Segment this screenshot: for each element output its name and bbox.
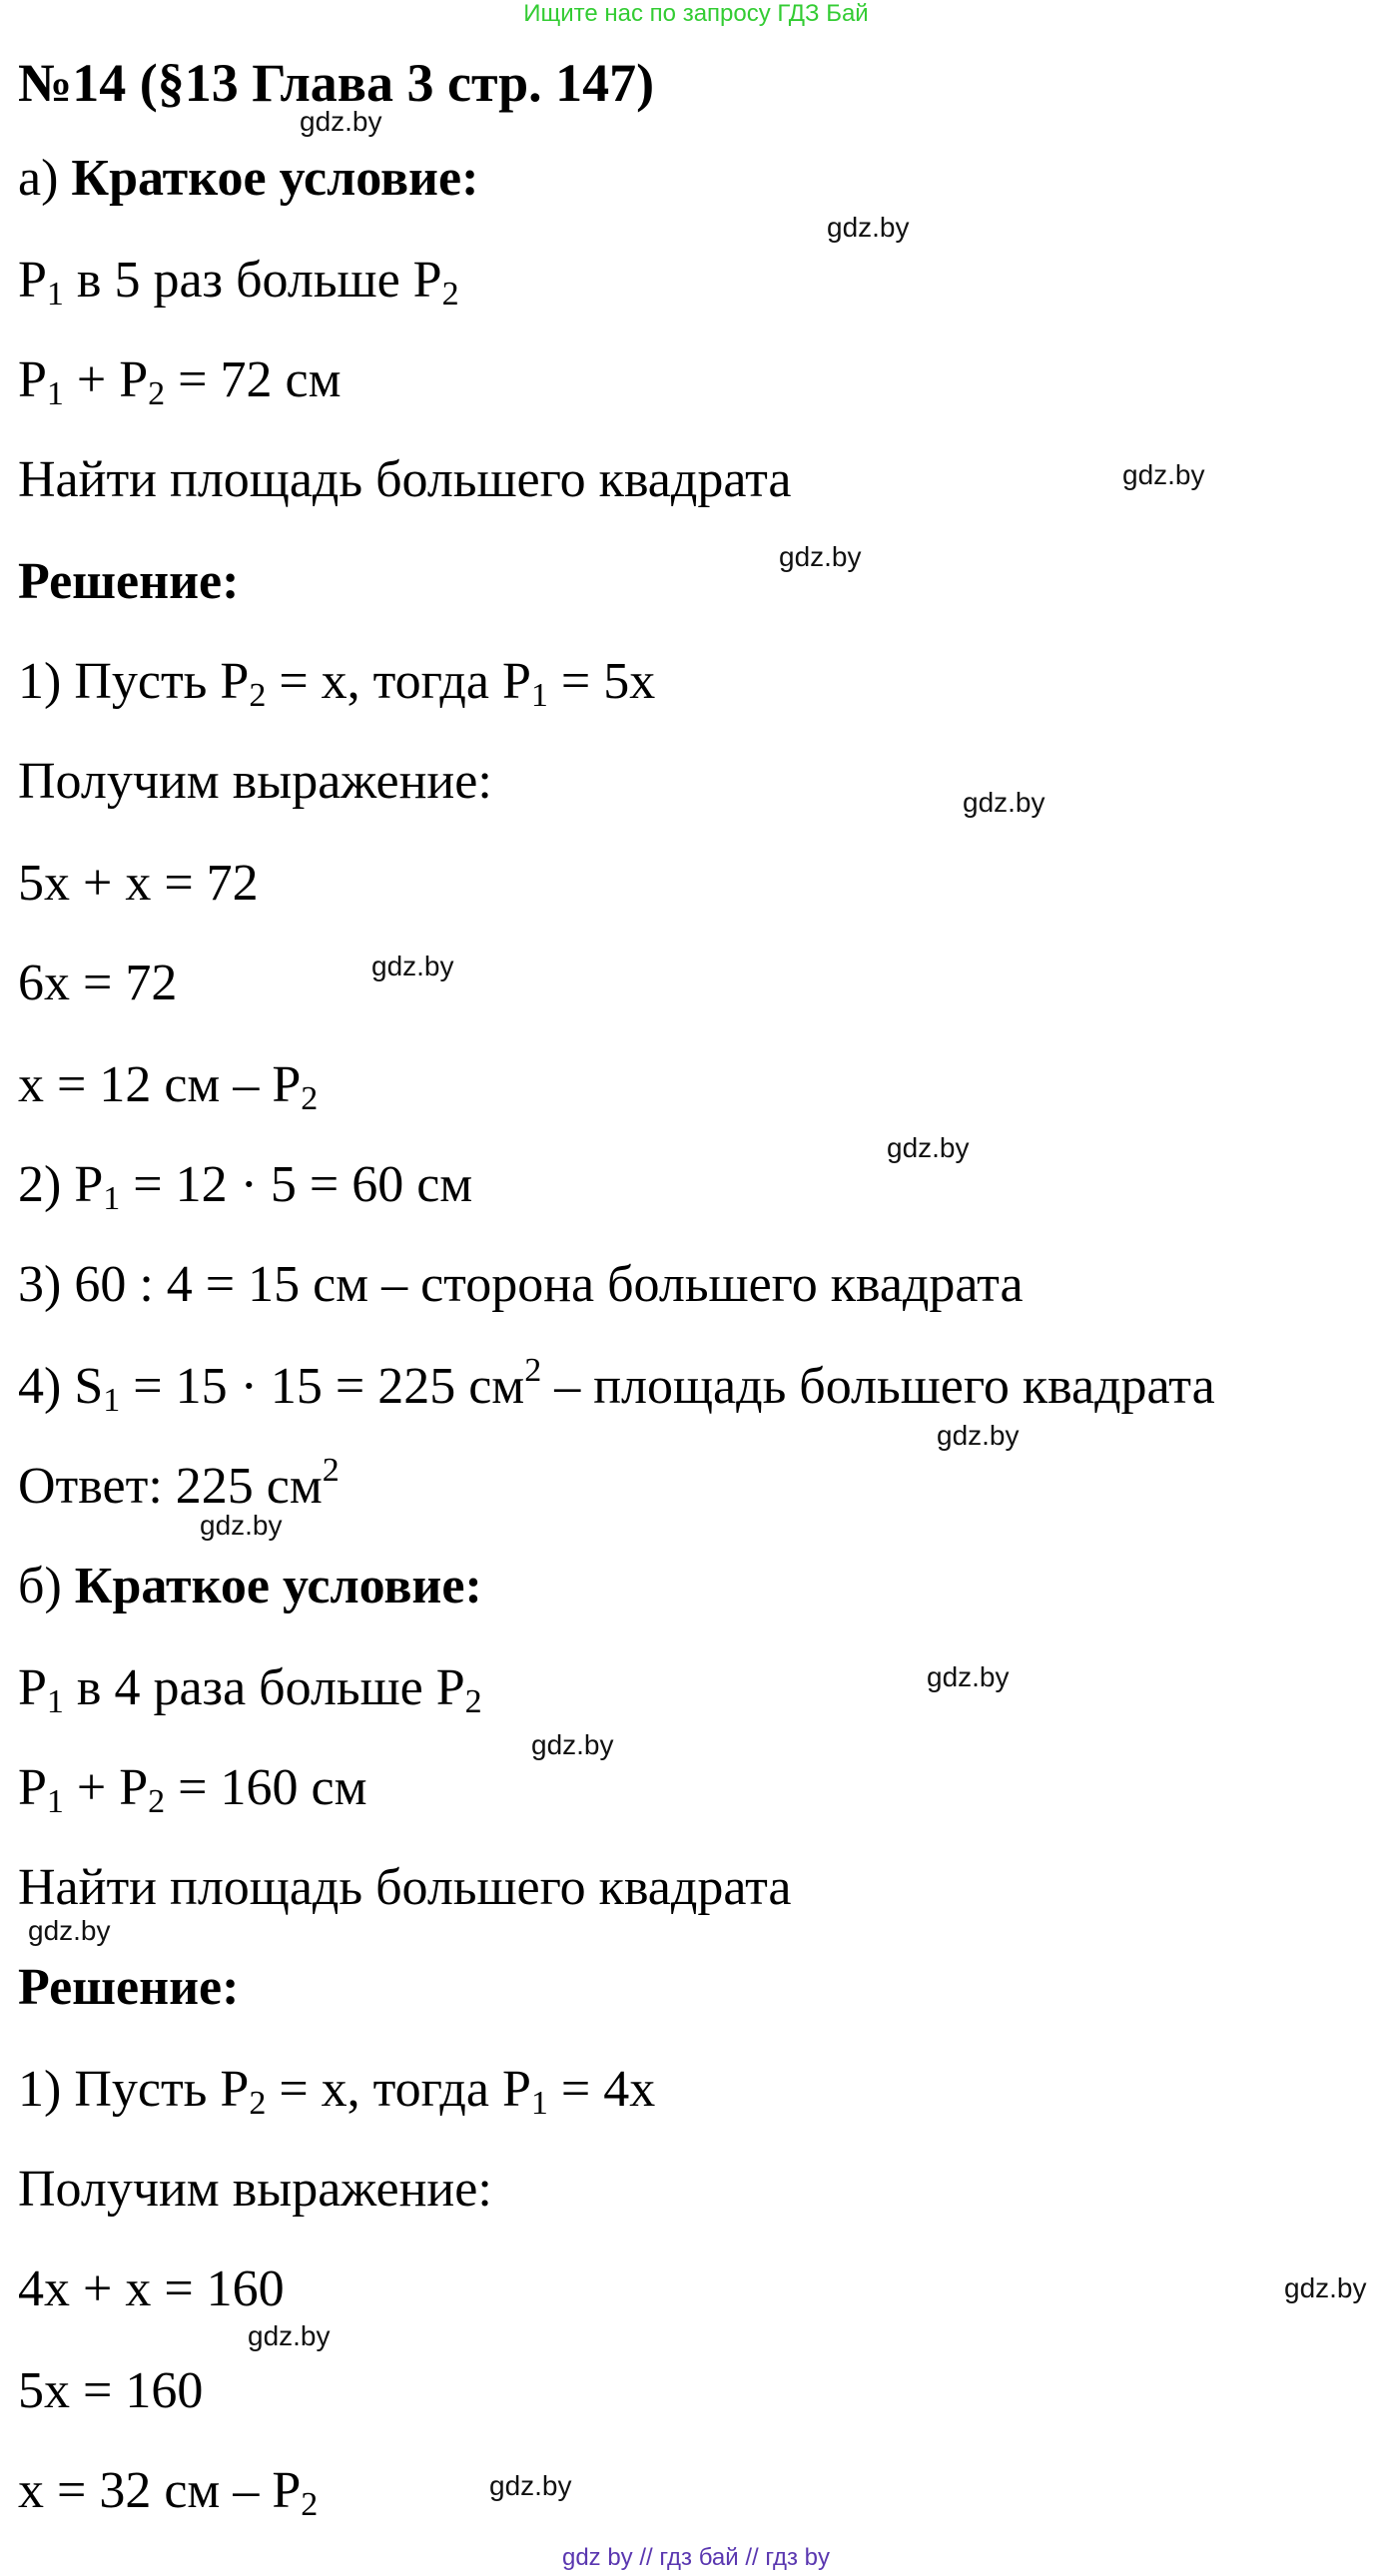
watermark: gdz.by [1122, 459, 1205, 490]
part-b-equation-1: 4x + x = 160 [18, 2260, 285, 2317]
part-b-prefix: б) [18, 1558, 62, 1614]
part-a-equation-2: 6x = 72 [18, 955, 178, 1011]
part-a-find: Найти площадь большего квадрата [18, 451, 792, 508]
part-a-heading-label: Краткое условие: [71, 150, 479, 207]
part-b-condition-2: $P_1 + P_2 = 160$ см [18, 1759, 367, 1820]
part-b-find: Найти площадь большего квадрата [18, 1859, 792, 1916]
part-a-expression-label: Получим выражение: [18, 753, 492, 810]
footer-links[interactable]: gdz by // гдз бай // гдз by [561, 2544, 831, 2571]
watermark: gdz.by [779, 541, 862, 572]
part-a-answer: Ответ: 225 $см^2$ [18, 1452, 340, 1515]
watermark: gdz.by [827, 212, 910, 243]
part-b-heading [18, 1554, 482, 1619]
top-banner-link[interactable]: Ищите нас по запросу ГДЗ Бай [523, 0, 869, 27]
watermark: gdz.by [248, 2320, 331, 2351]
watermark: gdz.by [531, 1729, 614, 1760]
part-b-equation-3: x = 32 см – $P_2$ [18, 2462, 319, 2523]
part-a-solution-label: Решение: [18, 553, 240, 610]
watermark: gdz.by [887, 1132, 970, 1163]
part-a-prefix: а) [18, 150, 59, 207]
part-b-step-1: 1) Пусть $P_2 = x$, тогда $P_1 = 4x$ [18, 2061, 656, 2122]
part-a-step-1: 1) Пусть $P_2 = x$, тогда $P_1 = 5x$ [18, 653, 656, 714]
part-b-condition-1: $P_1$ в 4 раза больше $P_2$ [18, 1659, 482, 1720]
watermark: gdz.by [1284, 2272, 1367, 2303]
watermark: gdz.by [300, 106, 382, 137]
part-a-condition-1: $P_1$ в 5 раз больше $P_2$ [18, 252, 459, 313]
watermark: gdz.by [371, 951, 454, 981]
part-a-step-3: 3) 60 : 4 = 15 см – сторона большего квадрата [18, 1256, 1024, 1313]
part-b-heading-label: Краткое условие: [74, 1558, 482, 1614]
watermark: gdz.by [28, 1915, 111, 1946]
part-a-condition-2: $P_1 + P_2 = 72$ см [18, 351, 342, 412]
watermark: gdz.by [963, 787, 1045, 818]
part-b-expression-label: Получим выражение: [18, 2161, 492, 2218]
part-a-equation-1: 5x + x = 72 [18, 855, 259, 912]
part-a-step-4: 4) $S_1 = 15 \cdot 15 = 225$ $см^2$ – площадь большего квадрата [18, 1352, 1215, 1419]
page-title: №14 (§13 Глава 3 стр. 147) [18, 53, 655, 113]
part-b-equation-2: 5x = 160 [18, 2362, 204, 2419]
watermark: gdz.by [200, 1510, 283, 1541]
part-a-equation-3: x = 12 см – $P_2$ [18, 1056, 319, 1117]
watermark: gdz.by [937, 1420, 1020, 1451]
watermark: gdz.by [927, 1661, 1010, 1692]
part-b-solution-label: Решение: [18, 1959, 240, 2016]
part-a-step-2: 2) $P_1 = 12 \cdot 5 = 60$ см [18, 1156, 473, 1217]
part-a-heading [18, 146, 478, 212]
watermark: gdz.by [489, 2470, 572, 2501]
